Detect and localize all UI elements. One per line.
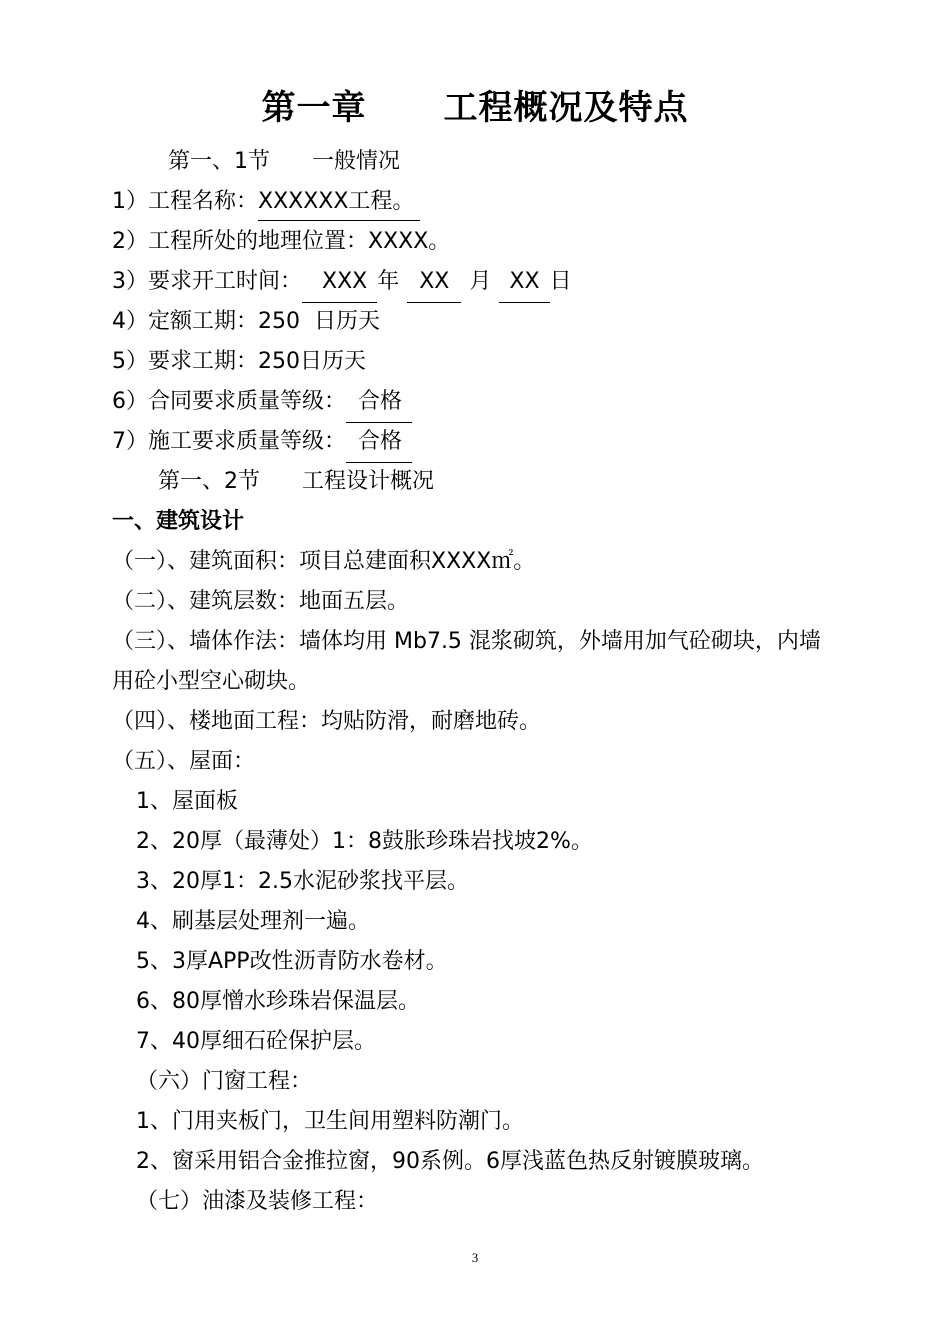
arch-item-paint-decoration: （七）油漆及装修工程：: [136, 1189, 379, 1214]
roof-layer: 2、20厚（最薄处）1：8鼓胀珍珠岩找坡2%。: [136, 829, 593, 854]
section-heading-design: 第一、2节 工程设计概况: [158, 469, 434, 494]
section-heading-general: 第一、1节 一般情况: [168, 149, 400, 174]
construction-quality-value: 合格: [346, 427, 412, 463]
arch-item-floor-works: （四）、楼地面工程：均贴防滑，耐磨地砖。: [112, 709, 542, 734]
info-contract-quality: [112, 387, 412, 423]
start-month-value: XX: [407, 267, 461, 303]
page-number: 3: [471, 1250, 479, 1265]
door-window-item: 1、门用夹板门，卫生间用塑料防潮门。: [136, 1109, 524, 1134]
day-char: 日: [549, 269, 572, 294]
arch-item-floors: （二）、建筑层数：地面五层。: [112, 589, 410, 614]
project-name-value: XXXXXX工程。: [258, 187, 420, 221]
month-char: 月: [469, 269, 492, 294]
contract-quality-value: 合格: [346, 387, 412, 423]
info-label: 1）工程名称：: [112, 189, 258, 214]
architecture-heading: 一、建筑设计: [112, 509, 245, 534]
info-label: 7）施工要求质量等级：: [112, 429, 346, 454]
arch-item-roof: （五）、屋面：: [112, 749, 256, 774]
door-window-item: 2、窗采用铝合金推拉窗，90系例。6厚浅蓝色热反射镀膜玻璃。: [136, 1149, 764, 1174]
roof-layer: 1、屋面板: [136, 789, 238, 814]
year-char: 年: [377, 269, 400, 294]
info-location: 2）工程所处的地理位置：XXXX。: [112, 229, 451, 254]
start-day-value: XX: [499, 267, 549, 303]
roof-layer: 6、80厚憎水珍珠岩保温层。: [136, 989, 420, 1014]
arch-item-doors-windows: （六）门窗工程：: [136, 1069, 313, 1094]
info-label: 3）要求开工时间：: [112, 269, 302, 294]
roof-layer: 3、20厚1：2.5水泥砂浆找平层。: [136, 869, 469, 894]
info-label: 6）合同要求质量等级：: [112, 389, 346, 414]
arch-item-walls-line2: 用砼小型空心砌块。: [112, 669, 311, 694]
roof-layer: 4、刷基层处理剂一遍。: [136, 909, 370, 934]
arch-item-area: （一）、建筑面积：项目总建面积XXXX㎡。: [112, 549, 536, 574]
roof-layer: 7、40厚细石砼保护层。: [136, 1029, 376, 1054]
arch-item-walls-line1: （三）、墙体作法：墙体均用 Mb7.5 混浆砌筑，外墙用加气砼砌块，内墙: [112, 629, 821, 654]
info-construction-quality: [112, 427, 412, 463]
info-required-period: 5）要求工期：250日历天: [112, 349, 366, 374]
start-year-value: XXX: [302, 267, 377, 303]
info-start-time: [112, 267, 572, 303]
info-quota-period: 4）定额工期：250 日历天: [112, 309, 380, 334]
chapter-title: 第一章 工程概况及特点: [261, 88, 689, 128]
info-project-name: [112, 187, 420, 221]
roof-layer: 5、3厚APP改性沥青防水卷材。: [136, 949, 448, 974]
